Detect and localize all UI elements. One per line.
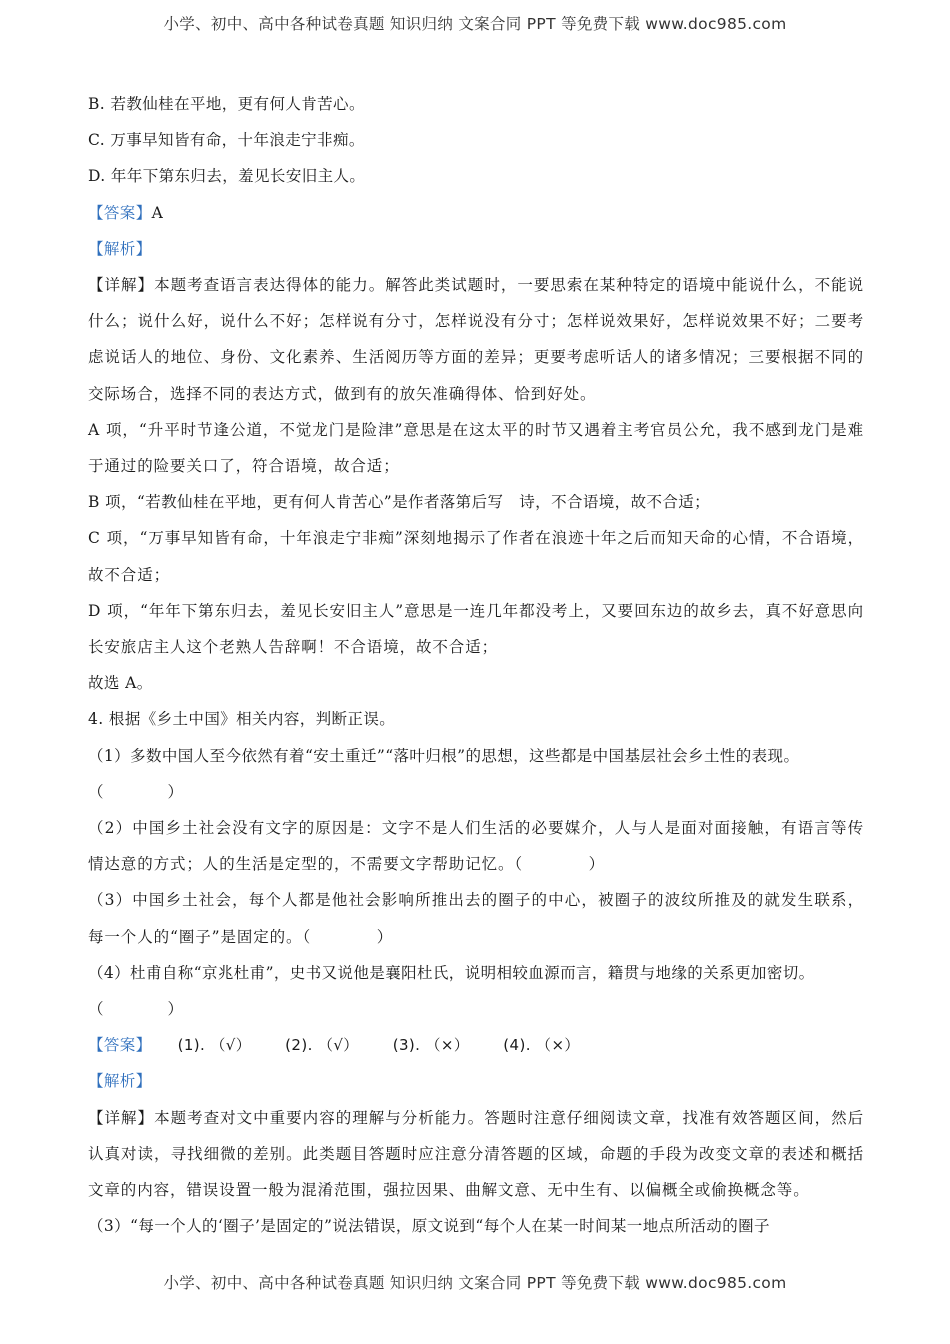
item-b-explanation: B 项，“若教仙桂在平地，更有何人肯苦心”是作者落第后写 诗，不合语境，故不合适； (88, 493, 711, 512)
header-banner: 小学、初中、高中各种试卷真题 知识归纳 文案合同 PPT 等免费下载 www.doc985.com (163, 15, 787, 33)
option-b: B. 若教仙桂在平地，更有何人肯苦心。 (88, 95, 365, 113)
footer-banner: 小学、初中、高中各种试卷真题 知识归纳 文案合同 PPT 等免费下载 www.doc985.com (163, 1274, 787, 1292)
detail-text: 本题考查语言表达得体的能力。解答此类试题时，一要思索在某种特定的语境中能说什么，不能说什么；说什么好，说什么不好；怎样说有分寸，怎样说没有分寸；怎样说效果好，怎样说效果不好；二要考虑说话人的地位、身份、文化素养、生活阅历等方面的差异；更要考虑听话人的诸多情况；三要根据不同的交际场合，选择不同的表达方式，做到有的放矢准确得体、恰到好处。 (88, 276, 865, 403)
answer-tag: 【答案】 (88, 203, 152, 222)
answer-item-2: (2). （√） (285, 1036, 359, 1055)
document-body (88, 86, 864, 1245)
q4-explain-3: （3）“每一个人的‘圈子’是固定的”说法错误，原文说到“每个人在某一时间某一地点所活动的圈子 (88, 1217, 770, 1236)
q4-detail (88, 1100, 864, 1209)
option-c: C. 万事早知皆有命，十年浪走宁非痴。 (88, 131, 365, 150)
q4-answer-line (88, 1027, 864, 1063)
q4-statement-4: （4）杜甫自称“京兆杜甫”，史书又说他是襄阳杜氏，说明相较血源而言，籍贯与地缘的关系更加密切。 (88, 963, 815, 982)
answer-tag: 【答案】 (88, 1036, 152, 1055)
answer-item-4: (4). （×） (503, 1036, 580, 1055)
q4-statement-1-paren: （ ） (88, 782, 184, 801)
q3-answer-line (88, 195, 864, 231)
option-d: D. 年年下第东归去，羞见长安旧主人。 (88, 167, 366, 186)
detail-text: 本题考查对文中重要内容的理解与分析能力。答题时注意仔细阅读文章，找准有效答题区间，然后认真对读，寻找细微的差别。此类题目答题时应注意分清答题的区域，命题的手段为改变文章的表述和概括文章的内容，错误设置一般为混淆范围，强拉因果、曲解文意、无中生有、以偏概全或偷换概念等。 (88, 1108, 865, 1200)
q4-statement-1: （1）多数中国人至今依然有着“安土重迁”“落叶归根”的思想，这些都是中国基层社会乡土性的表现。 (88, 746, 800, 765)
q3-conclusion: 故选 A。 (88, 674, 153, 693)
q3-detail (88, 267, 864, 412)
item-c-explanation: C 项，“万事早知皆有命，十年浪走宁非痴”深刻地揭示了作者在浪迹十年之后而知天命的心情，不合语境，故不合适； (88, 529, 864, 584)
q4-statement-2: （2）中国乡土社会没有文字的原因是：文字不是人们生活的必要媒介，人与人是面对面接触，有语言等传情达意的方式；人的生活是定型的，不需要文字帮助记忆。（ ） (88, 819, 864, 874)
analysis-tag: 【解析】 (88, 239, 152, 258)
q4-stem: 4. 根据《乡土中国》相关内容，判断正误。 (88, 710, 396, 729)
answer-item-1: (1). （√） (177, 1036, 252, 1055)
answer-item-3: (3). （×） (392, 1036, 470, 1055)
q4-statement-4-paren: （ ） (88, 1000, 184, 1019)
item-a-explanation: A 项，“升平时节逢公道，不觉龙门是险津”意思是在这太平的时节又遇着主考官员公允，我不感到龙门是难于通过的险要关口了，符合语境，故合适； (88, 420, 864, 476)
detail-tag: 【详解】 (88, 276, 155, 295)
q4-statement-3: （3）中国乡土社会，每个人都是他社会影响所推出去的圈子的中心，被圈子的波纹所推及的就发生联系，每一个人的“圈子”是固定的。（ ） (88, 891, 864, 946)
analysis-tag: 【解析】 (88, 1072, 152, 1091)
item-d-explanation: D 项，“年年下第东归去，羞见长安旧主人”意思是一连几年都没考上，又要回东边的故乡去，真不好意思向长安旅店主人这个老熟人告辞啊！不合语境，故不合适； (88, 601, 864, 657)
detail-tag: 【详解】 (88, 1108, 155, 1127)
answer-value: A (151, 203, 164, 222)
